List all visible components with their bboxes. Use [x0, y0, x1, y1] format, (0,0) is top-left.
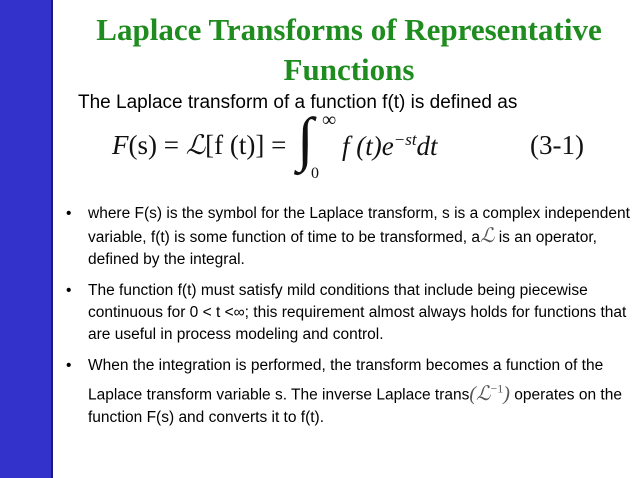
integral-lower-limit: 0	[311, 165, 319, 182]
sidebar-bar	[0, 0, 51, 478]
bullet-list	[66, 203, 632, 438]
bullet-item-conditions	[66, 280, 632, 346]
bullet-text: When the integration is performed, the transform becomes a function of the Laplace transform variable s. The inverse Laplace trans	[88, 357, 604, 404]
bullet-marker: •	[66, 205, 72, 222]
integral-sign: ∫	[297, 106, 314, 172]
inverse-symbol-close: )	[503, 382, 510, 405]
inverse-laplace-symbol	[469, 383, 510, 405]
equation-number: (3-1)	[530, 130, 584, 160]
equation-bracket: [f (t)] =	[205, 130, 287, 160]
bullet-item-inverse	[66, 355, 632, 429]
inverse-symbol-L: (ℒ	[469, 382, 491, 405]
intro-text: The Laplace transform of a function f(t) is defined as	[78, 92, 518, 113]
bullet-item-definition	[66, 203, 632, 271]
bullet-marker: •	[66, 357, 72, 374]
bullet-text: where F(s) is the symbol for the Laplace transform, s is a complex independent variable, f(t) is some function of time to be transformed, a	[88, 205, 630, 246]
equation-F: F	[112, 130, 129, 160]
bullet-marker: •	[66, 282, 72, 299]
laplace-operator-symbol: ℒ	[479, 225, 495, 247]
bullet-text: operates on the function F(s) and converts it to f(t).	[88, 386, 622, 426]
equation-integrand	[342, 130, 438, 162]
equation-lhs	[112, 130, 286, 161]
integrand-exponent: −st	[393, 130, 417, 149]
laplace-equation	[112, 106, 602, 190]
bullet-text: The function f(t) must satisfy mild conditions that include being piecewise continuous for 0 < t <∞; this requirement almost always holds for functions that are useful in process modeling and control.	[88, 282, 627, 343]
slide-title: Laplace Transforms of Representative Functions	[96, 12, 602, 87]
integrand-dt: dt	[416, 131, 438, 161]
inverse-symbol-sup: −1	[490, 381, 504, 395]
equation-script-L: ℒ	[185, 130, 206, 160]
equation-s-equals: (s) =	[128, 130, 186, 160]
integrand-ft-e: f (t)e	[342, 131, 394, 161]
integral-upper-limit: ∞	[322, 109, 337, 131]
bullet-text: is an operator, defined by the integral.	[88, 229, 597, 268]
sidebar-divider	[51, 0, 53, 478]
